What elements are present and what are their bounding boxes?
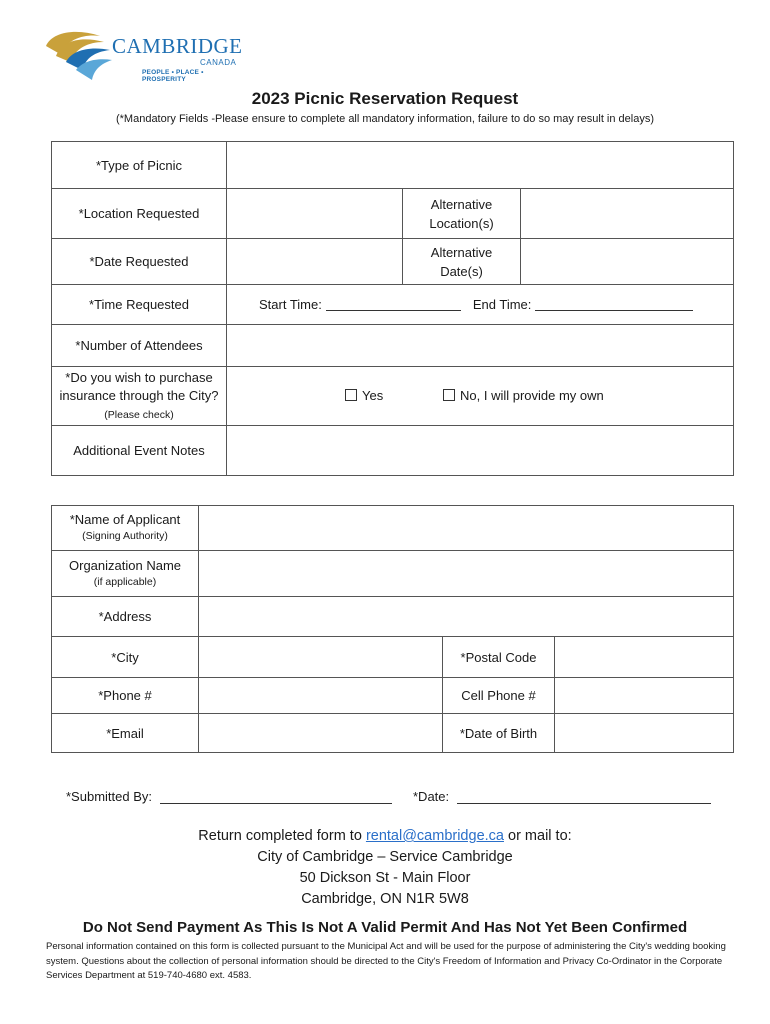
applicant-name-field[interactable] [199,506,734,551]
return-address-line-1: City of Cambridge – Service Cambridge [257,849,513,865]
alternative-date-label: Alternative Date(s) [403,239,521,285]
phone-label: *Phone # [52,678,199,714]
cambridge-swoosh-icon [42,26,114,82]
return-instructions [0,826,770,910]
organization-field[interactable] [199,551,734,597]
return-suffix: or mail to: [508,828,572,844]
postal-code-label: *Postal Code [443,637,555,678]
insurance-yes-checkbox[interactable] [345,389,357,401]
signature-date-input[interactable] [457,791,711,804]
applicant-name-note: (Signing Authority) [82,530,168,542]
insurance-yes-option[interactable] [345,388,383,403]
event-details-table [51,141,734,476]
organization-note: (if applicable) [93,575,157,588]
insurance-note: (Please check) [104,408,174,421]
insurance-no-checkbox[interactable] [443,389,455,401]
applicant-details-table [51,505,734,753]
alternative-location-label: Alternative Location(s) [403,189,521,239]
signature-date-row [413,789,711,804]
start-time-input[interactable] [326,298,461,311]
logo-tagline: PEOPLE • PLACE • PROSPERITY [142,69,204,83]
return-address-line-2: 50 Dickson St - Main Floor [299,870,471,886]
type-of-picnic-label: *Type of Picnic [52,142,227,189]
postal-code-field[interactable] [555,637,734,678]
date-of-birth-label: *Date of Birth [443,714,555,753]
type-of-picnic-field[interactable] [227,142,734,189]
privacy-notice: Personal information contained on this form is collected pursuant to the Municipal Act and will be used for the purpose of administering the City's wedding booking system. Questions about the collection of personal information should be directed to the City's Freedom of Information and Privacy Co-Ordinator in the Corporate Services Department at 519-740-4680 ext. 4583. [46,941,726,981]
page-subtitle: (*Mandatory Fields -Please ensure to complete all mandatory information, failure to do so may result in delays) [115,113,655,125]
logo-wordmark: CAMBRIDGE [112,34,243,58]
time-requested-label: *Time Requested [52,285,227,325]
start-time-label: Start Time: [259,297,322,312]
submitted-by-label: *Submitted By: [66,789,152,804]
payment-warning: Do Not Send Payment As This Is Not A Valid Permit And Has Not Yet Been Confirmed [82,919,688,936]
insurance-no-label: No, I will provide my own [460,388,604,403]
city-label: *City [52,637,199,678]
alternative-location-field[interactable] [521,189,734,239]
return-prefix: Return completed form to [198,828,362,844]
applicant-name-label: *Name of Applicant [69,512,181,527]
phone-field[interactable] [199,678,443,714]
date-requested-label: *Date Requested [52,239,227,285]
location-requested-label: *Location Requested [52,189,227,239]
insurance-yes-label: Yes [362,388,384,403]
date-requested-field[interactable] [227,239,403,285]
cell-phone-field[interactable] [555,678,734,714]
time-requested-field [227,285,734,325]
logo-country: CANADA [200,58,237,67]
signature-date-label: *Date: [413,789,450,804]
rental-email-link[interactable]: rental@cambridge.ca [365,828,504,844]
cell-phone-label: Cell Phone # [443,678,555,714]
return-address-line-3: Cambridge, ON N1R 5W8 [301,891,469,907]
submitted-by-input[interactable] [160,791,392,804]
submitted-by-row [66,789,392,804]
number-of-attendees-label: *Number of Attendees [52,325,227,367]
applicant-name-label-cell [52,506,199,551]
insurance-label-cell [52,367,227,426]
location-requested-field[interactable] [227,189,403,239]
insurance-no-option[interactable] [443,388,604,403]
additional-notes-label: Additional Event Notes [52,426,227,476]
organization-label-cell [52,551,199,597]
date-of-birth-field[interactable] [555,714,734,753]
number-of-attendees-field[interactable] [227,325,734,367]
email-label: *Email [52,714,199,753]
additional-notes-field[interactable] [227,426,734,476]
organization-label: Organization Name [69,557,181,573]
insurance-label: *Do you wish to purchase insurance through the City? [59,369,219,403]
end-time-label: End Time: [472,297,532,312]
address-field[interactable] [199,597,734,637]
insurance-options [227,367,734,426]
end-time-input[interactable] [535,298,693,311]
page-title: 2023 Picnic Reservation Request [251,89,519,108]
cambridge-logo [42,26,242,82]
city-field[interactable] [199,637,443,678]
address-label: *Address [52,597,199,637]
email-field[interactable] [199,714,443,753]
alternative-date-field[interactable] [521,239,734,285]
